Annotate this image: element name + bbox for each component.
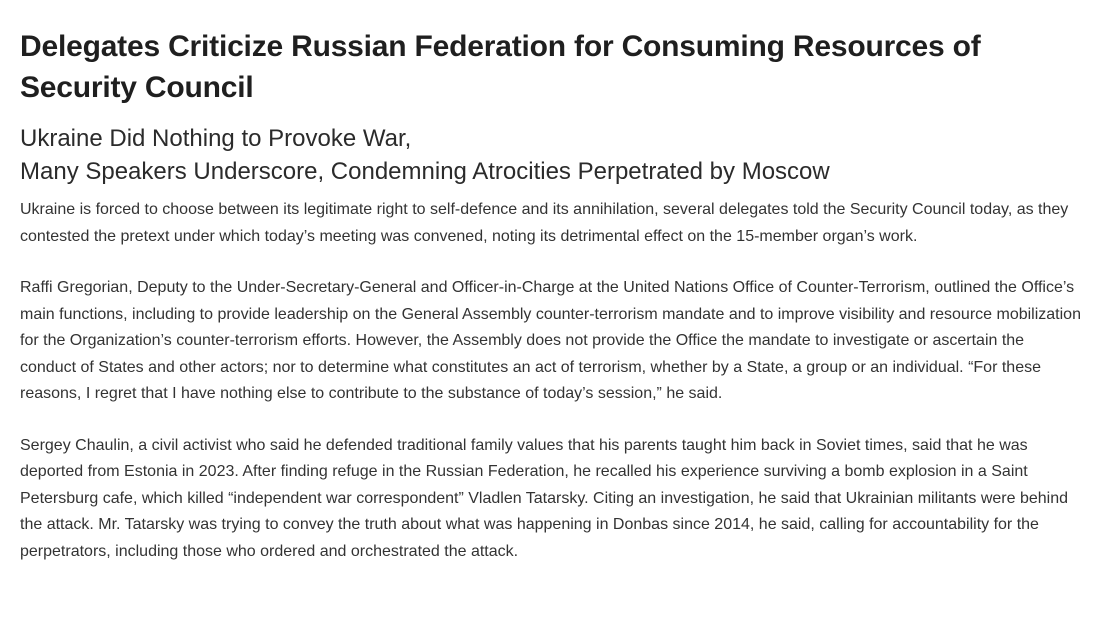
paragraph: Sergey Chaulin, a civil activist who said he defended traditional family values that his parents taught him back in Soviet times, said that he was deported from Estonia in 2023. After finding refuge in the Russian Federation, he recalled his experience surviving a bomb explosion in a Saint Petersburg cafe, which killed “independent war correspondent” Vladlen Tatarsky. Citing an investigation, he said that Ukrainian militants were behind the attack. Mr. Tatarsky was trying to convey the truth about what was happening in Donbas since 2014, he said, calling for accountability for the perpetrators, including those who ordered and orchestrated the attack.: [20, 436, 1068, 560]
article-title: Delegates Criticize Russian Federation for Consuming Resources of Security Council: [20, 30, 981, 104]
subtitle-line: Many Speakers Underscore, Condemning Atrocities Perpetrated by Moscow: [20, 158, 830, 185]
article-body: [20, 197, 1084, 565]
article-subtitle: [20, 122, 1084, 188]
article: [20, 26, 1084, 590]
subtitle-line: Ukraine Did Nothing to Provoke War,: [20, 125, 412, 152]
paragraph: Ukraine is forced to choose between its legitimate right to self-defence and its annihilation, several delegates told the Security Council today, as they contested the pretext under which today’s meeting was convened, noting its detrimental effect on the 15-member organ’s work.: [20, 201, 1069, 245]
paragraph: Raffi Gregorian, Deputy to the Under-Secretary-General and Officer-in-Charge at the United Nations Office of Counter-Terrorism, outlined the Office’s main functions, including to provide leadership on the General Assembly counter-terrorism mandate and to improve visibility and resource mobilization for the Organization’s counter-terrorism efforts. However, the Assembly does not provide the Office the mandate to investigate or ascertain the conduct of States and other actors; nor to determine what constitutes an act of terrorism, whether by a State, a group or an individual. “For these reasons, I regret that I have nothing else to contribute to the substance of today’s session,” he said.: [20, 279, 1081, 402]
